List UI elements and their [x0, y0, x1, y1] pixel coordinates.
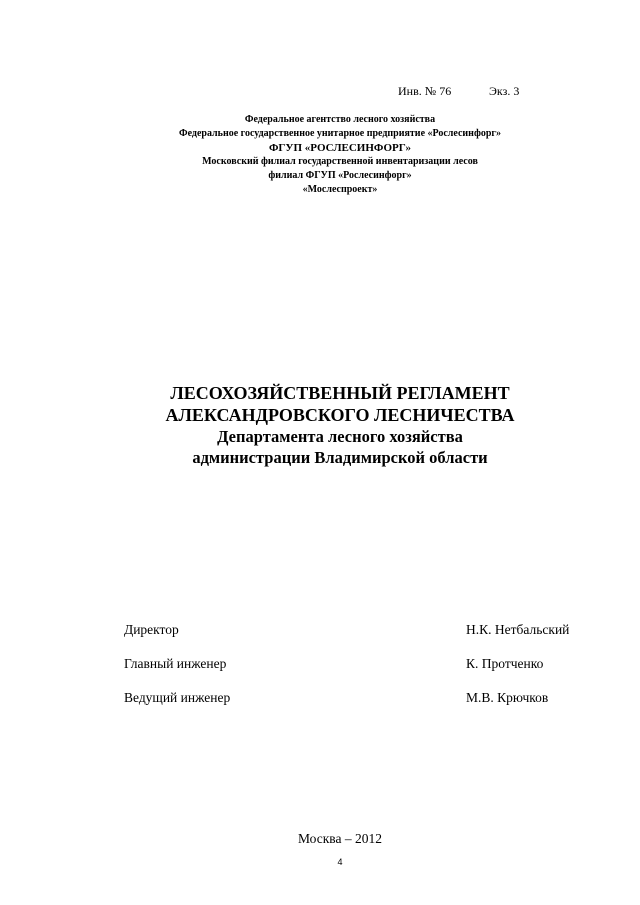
signature-name-chief-engineer: К. Протченко: [466, 656, 544, 671]
signature-role-lead-engineer: Ведущий инженер: [124, 690, 231, 705]
signature-name-director: Н.К. Нетбальский: [466, 622, 570, 637]
signature-role-director: Директор: [124, 622, 179, 637]
city-year: Москва – 2012: [298, 831, 382, 846]
page-number: 4: [337, 857, 343, 867]
title-line-3: Департамента лесного хозяйства: [217, 427, 463, 446]
signature-role-chief-engineer: Главный инженер: [124, 656, 227, 671]
title-line-1: ЛЕСОХОЗЯЙСТВЕННЫЙ РЕГЛАМЕНТ: [170, 383, 510, 403]
org-line-moslesproekt: «Мослеспроект»: [302, 184, 378, 195]
copy-number: Экз. 3: [489, 84, 520, 98]
org-line-agency: Федеральное агентство лесного хозяйства: [244, 114, 436, 125]
signature-name-lead-engineer: М.В. Крючков: [466, 690, 549, 705]
title-line-4: администрации Владимирской области: [192, 448, 488, 467]
org-line-short-name: ФГУП «РОСЛЕСИНФОРГ»: [268, 142, 411, 154]
org-line-enterprise: Федеральное государственное унитарное предприятие «Рослесинфорг»: [179, 128, 501, 139]
inventory-number: Инв. № 76: [398, 84, 452, 98]
org-line-branch-fgup: филиал ФГУП «Рослесинфорг»: [268, 170, 412, 181]
document-title: [0, 382, 640, 468]
org-line-branch: Московский филиал государственной инвентаризации лесов: [202, 156, 478, 167]
title-line-2: АЛЕКСАНДРОВСКОГО ЛЕСНИЧЕСТВА: [165, 405, 515, 425]
